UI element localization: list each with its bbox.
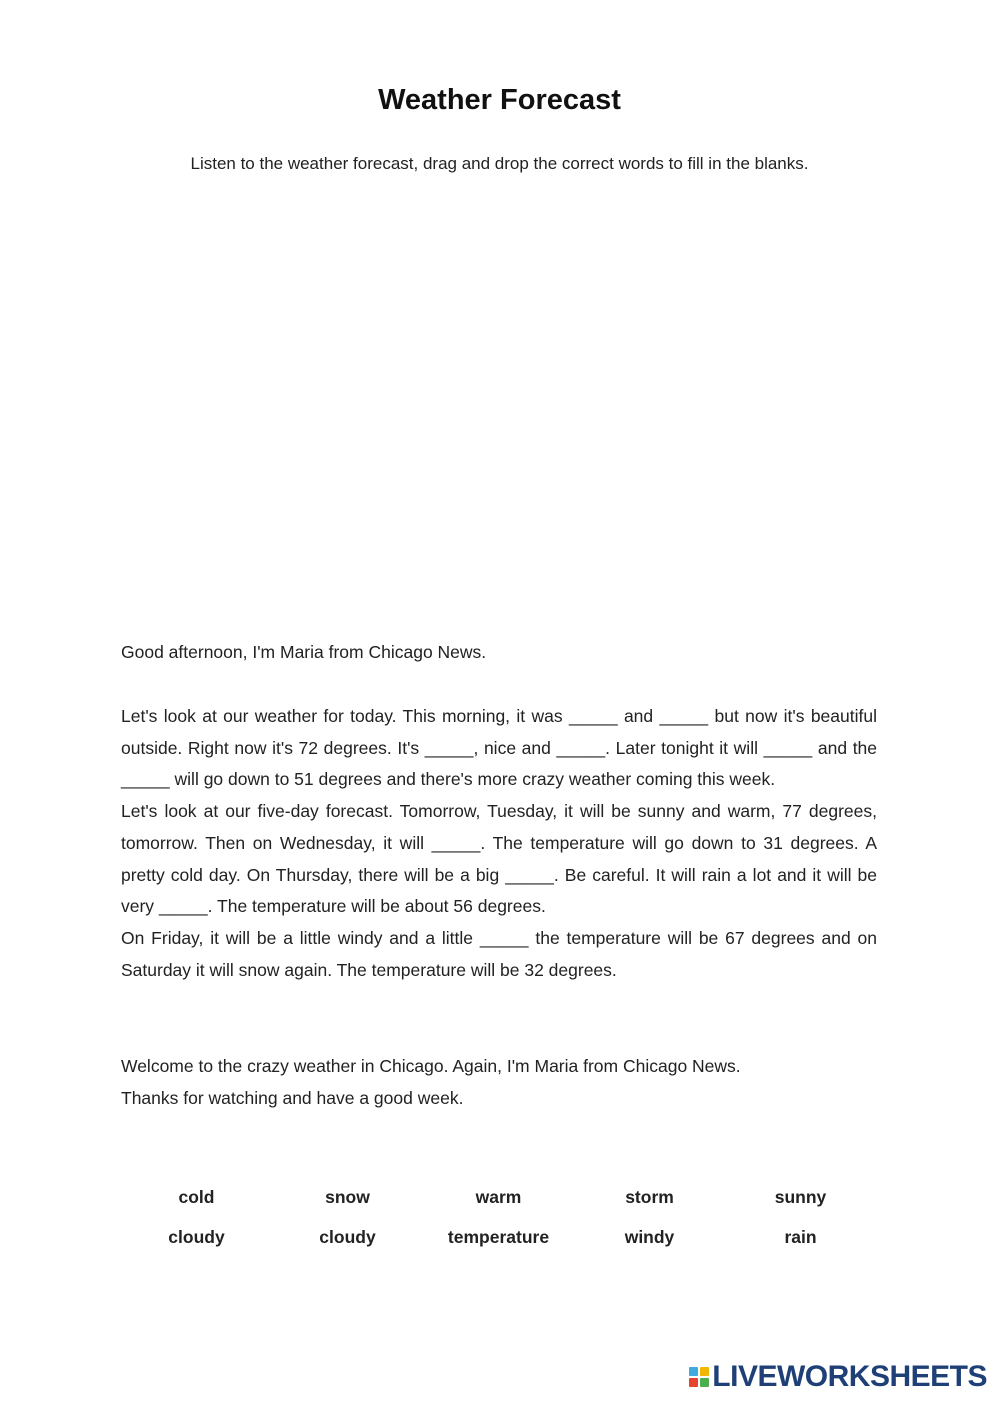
draggable-word[interactable]: cloudy: [168, 1227, 225, 1247]
audio-player-area: [121, 200, 877, 610]
text-segment: and the: [812, 737, 878, 758]
logo-text: LIVEWORKSHEETS: [712, 1360, 987, 1393]
logo-block: [700, 1378, 709, 1387]
draggable-word[interactable]: warm: [475, 1187, 522, 1207]
liveworksheets-logo: [689, 1362, 987, 1392]
greeting-text: Good afternoon, I'm Maria from Chicago News.: [121, 642, 487, 662]
text-segment: On Friday, it will be a little windy and a little: [121, 927, 480, 948]
word-bank: [121, 1186, 877, 1248]
logo-block: [689, 1378, 698, 1387]
draggable-word[interactable]: rain: [784, 1227, 817, 1247]
blank-drop-zone-10[interactable]: _____: [479, 927, 529, 948]
text-segment: and: [617, 706, 660, 726]
text-segment: . The temperature will be about 56 degrees.: [207, 896, 546, 917]
draggable-word[interactable]: snow: [325, 1187, 370, 1207]
blank-drop-zone-1[interactable]: _____: [568, 706, 618, 726]
text-segment: the temperature will be 67 degrees and on Saturday it will snow again. The temperature will be 32 degrees.: [121, 927, 877, 980]
logo-blocks-icon: [689, 1367, 709, 1387]
draggable-word[interactable]: storm: [625, 1187, 674, 1207]
text-segment: Let's look at our five-day forecast. Tomorrow, Tuesday, it will be sunny and warm, 77 degrees, tomorrow. Then on Wednesday, it will: [121, 801, 877, 853]
closing-line-2: Thanks for watching and have a good week.: [121, 1087, 464, 1108]
blank-drop-zone-8[interactable]: _____: [505, 864, 554, 885]
text-segment: Let's look at our weather for today. This morning, it was: [121, 706, 569, 726]
text-segment: . Be careful. It will rain a lot and it will be very: [121, 864, 877, 917]
paragraph-weekend: [121, 923, 877, 986]
logo-block: [700, 1367, 709, 1376]
text-segment: . Later tonight it will: [605, 737, 764, 758]
blank-drop-zone-3[interactable]: _____: [424, 737, 474, 758]
instructions: Listen to the weather forecast, drag and drop the correct words to fill in the blanks.: [190, 154, 809, 173]
text-segment: . The temperature will go down to 31 degrees. A pretty cold day. On Thursday, there will be a big: [121, 832, 877, 885]
text-segment: but now it's beautiful outside. Right now it's 72 degrees. It's: [121, 706, 877, 758]
closing-line-1: Welcome to the crazy weather in Chicago. Again, I'm Maria from Chicago News.: [121, 1056, 741, 1076]
paragraph-five-day: [121, 796, 877, 923]
draggable-word[interactable]: cloudy: [319, 1227, 376, 1247]
draggable-word[interactable]: windy: [624, 1227, 675, 1247]
blank-drop-zone-6[interactable]: _____: [121, 769, 170, 790]
text-segment: , nice and: [473, 737, 557, 758]
draggable-word[interactable]: cold: [178, 1187, 215, 1207]
blank-drop-zone-5[interactable]: _____: [763, 737, 813, 758]
closing-text: [121, 1051, 877, 1114]
logo-block: [689, 1367, 698, 1376]
blank-drop-zone-2[interactable]: _____: [659, 706, 709, 726]
draggable-word[interactable]: sunny: [774, 1187, 827, 1207]
blank-drop-zone-4[interactable]: _____: [556, 737, 606, 758]
paragraph-today: [121, 701, 877, 796]
forecast-text: [121, 701, 877, 986]
text-segment: will go down to 51 degrees and there's more crazy weather coming this week.: [169, 769, 776, 790]
draggable-word[interactable]: temperature: [447, 1227, 550, 1247]
page-title: Weather Forecast: [378, 84, 621, 116]
blank-drop-zone-9[interactable]: _____: [158, 896, 208, 917]
blank-drop-zone-7[interactable]: _____: [431, 832, 481, 853]
